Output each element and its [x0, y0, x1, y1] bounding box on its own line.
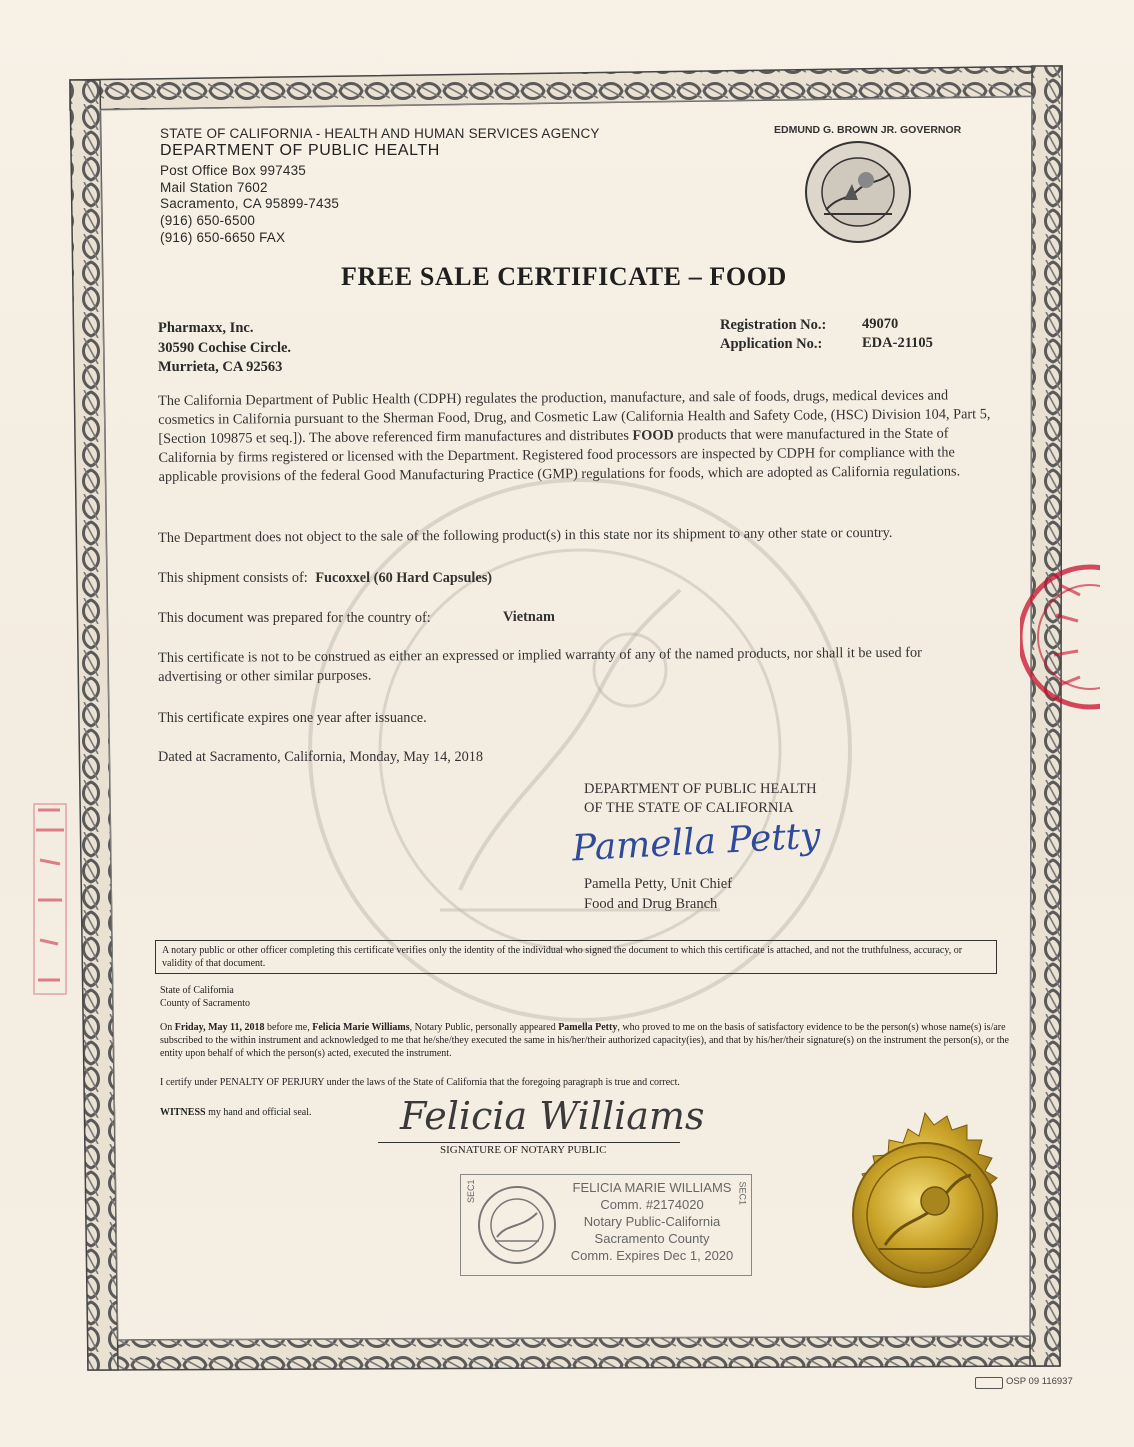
witness-text: my hand and official seal.	[208, 1107, 312, 1118]
stamp-text-block	[557, 1179, 747, 1264]
gold-seal-icon	[820, 1110, 1030, 1320]
stamp-commission: Comm. #2174020	[600, 1197, 704, 1212]
red-stamp-icon	[1020, 555, 1100, 720]
country-label: This document was prepared for the country of:	[158, 610, 431, 626]
dated-line: Dated at Sacramento, California, Monday, May 14, 2018	[158, 749, 484, 765]
notary-signature: Felicia Williams	[400, 1094, 705, 1138]
department-name: DEPARTMENT OF PUBLIC HEALTH	[160, 142, 440, 159]
notary-signature-label: SIGNATURE OF NOTARY PUBLIC	[440, 1144, 607, 1156]
printer-logo-icon	[975, 1377, 1003, 1389]
registration-label: Registration No.:	[720, 317, 827, 333]
expiry-statement: This certificate expires one year after issuance.	[158, 710, 427, 726]
agency-line: STATE OF CALIFORNIA - HEALTH AND HUMAN SERVICES AGENCY	[160, 126, 600, 141]
shipment-line	[158, 569, 492, 588]
chief-signature: Pamella Petty	[571, 815, 822, 870]
food-keyword: FOOD	[632, 427, 674, 444]
signer-branch: Food and Drug Branch	[584, 896, 718, 912]
shipment-product: Fucoxxel (60 Hard Capsules)	[315, 570, 493, 586]
firm-city: Murrieta, CA 92563	[158, 359, 283, 375]
application-label: Application No.:	[720, 336, 823, 352]
notary-disclaimer-box: A notary public or other officer completing this certificate verifies only the identity of the individual who signed the document to which this certificate is attached, and not the truthfulness, accuracy, or validity of that document.	[155, 940, 997, 974]
california-seal-icon	[804, 140, 912, 244]
notary-stamp	[460, 1174, 752, 1276]
stamp-notary-public: Notary Public-California	[583, 1214, 721, 1229]
stamp-side-right: SEC1	[738, 1181, 748, 1205]
phone-line: (916) 650-6500	[160, 213, 256, 228]
firm-name: Pharmaxx, Inc.	[158, 320, 254, 336]
regulation-text: The California Department of Public Health (CDPH) regulates the production, manufacture, and sale of foods, drugs, medical devices and cosmetics in California pursuant to the Sherman Food, Drug, and Cosmetic Law (California Health and Safety Code, (HSC) Division 104, Part 5, [Section 109875 et seq.]). The above referenced firm manufactures and distributes	[158, 387, 991, 447]
stamp-expiry: Comm. Expires Dec 1, 2020	[570, 1248, 734, 1263]
ack-person: Pamella Petty	[558, 1022, 618, 1033]
notary-county: County of Sacramento	[160, 998, 250, 1009]
no-objection-statement: The Department does not object to the sale of the following product(s) in this state nor its shipment to any other state or country.	[158, 524, 893, 546]
address-line-1: Post Office Box 997435	[160, 163, 306, 178]
regulation-paragraph	[158, 386, 1004, 487]
signing-department-2: OF THE STATE OF CALIFORNIA	[584, 800, 794, 816]
application-number: EDA-21105	[862, 335, 933, 351]
country-value: Vietnam	[503, 609, 555, 625]
stamp-county: Sacramento County	[594, 1231, 710, 1246]
notary-state: State of California	[160, 985, 234, 996]
ack-mid: , Notary Public, personally appeared	[409, 1022, 556, 1033]
warranty-disclaimer: This certificate is not to be construed as either an expressed or implied warranty of any of the named products, nor shall it be used for advertising or other similar purposes.	[158, 644, 922, 685]
form-code: OSP 09 116937	[1006, 1376, 1073, 1387]
certificate-title: FREE SALE CERTIFICATE – FOOD	[341, 262, 787, 291]
firm-street: 30590 Cochise Circle.	[158, 340, 292, 356]
signer-name-title: Pamella Petty, Unit Chief	[584, 876, 733, 892]
notary-seal-icon	[477, 1183, 557, 1267]
stamp-notary-name: FELICIA MARIE WILLIAMS	[572, 1180, 732, 1195]
notary-signature-rule	[378, 1142, 680, 1143]
witness-label: WITNESS	[160, 1107, 206, 1118]
ack-notary-name: Felicia Marie Williams	[312, 1022, 410, 1033]
ack-date: Friday, May 11, 2018	[174, 1022, 265, 1033]
fax-line: (916) 650-6650 FAX	[160, 230, 286, 245]
perjury-statement: I certify under PENALTY OF PERJURY under the laws of the State of California that the foregoing paragraph is true and correct.	[160, 1077, 680, 1088]
witness-line	[160, 1106, 311, 1119]
regulation-text-tail: products that were manufactured in the State of California by firms registered or licensed with the Department. Registered food processors are inspected by CDPH for compliance with the applicable provisions of the federal Good Manufacturing Practice (GMP) regulations for foods, which are adopted as California regulations.	[158, 425, 961, 485]
ack-on: On	[160, 1022, 173, 1033]
shipment-label: This shipment consists of:	[158, 570, 308, 586]
address-line-3: Sacramento, CA 95899-7435	[160, 196, 340, 211]
notary-acknowledgment	[160, 1021, 1015, 1060]
signing-department-1: DEPARTMENT OF PUBLIC HEALTH	[584, 781, 817, 797]
governor-line: EDMUND G. BROWN JR. GOVERNOR	[774, 124, 962, 136]
registration-number: 49070	[862, 316, 899, 332]
red-margin-stamp-icon	[30, 800, 72, 1000]
ack-rest: , who proved to me on the basis of satisfactory evidence to be the person(s) whose name(s) is/are subscribed to the within instrument and acknowledged to me that he/she/they executed the same in his/her/their authorized capacity(ies), and that by his/her/their signature(s) on the instrument the person(s), or the entity upon behalf of which the person(s) acted, executed the instrument.	[160, 1022, 1009, 1059]
stamp-side-left: SEC1	[466, 1179, 476, 1203]
address-line-2: Mail Station 7602	[160, 180, 268, 195]
ack-before: before me,	[266, 1022, 310, 1033]
